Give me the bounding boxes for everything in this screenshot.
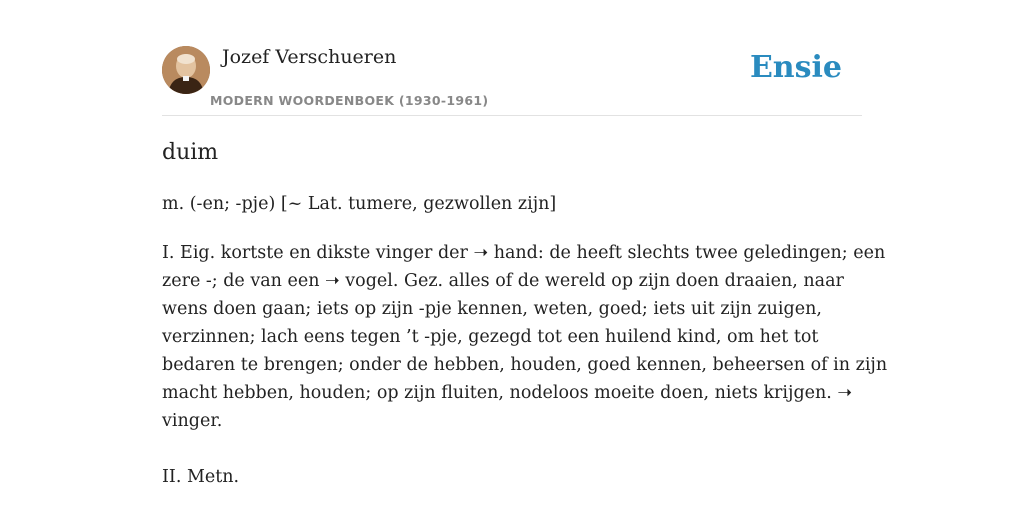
definition-line: wens doen gaan; iets op zijn -pje kennen, weten, goed; iets uit zijn zuigen, bbox=[162, 299, 822, 319]
page-header bbox=[162, 44, 862, 116]
entry-definition bbox=[162, 239, 888, 491]
entry-grammar: m. (-en; -pje) [~ Lat. tumere, gezwollen zijn] bbox=[162, 194, 557, 214]
definition-line: macht hebben, houden; op zijn fluiten, nodeloos moeite doen, niets krijgen. ➝ bbox=[162, 383, 853, 403]
entry-headword: duim bbox=[162, 140, 219, 165]
portrait-image bbox=[162, 46, 210, 94]
definition-section-2: II. Metn. bbox=[162, 467, 240, 487]
brand-logo[interactable]: Ensie bbox=[749, 50, 842, 85]
source-dictionary[interactable]: MODERN WOORDENBOEK (1930-1961) bbox=[210, 93, 489, 108]
definition-line: bedaren te brengen; onder de hebben, houden, goed kennen, beheersen of in zijn bbox=[162, 355, 888, 375]
author-name[interactable]: Jozef Verschueren bbox=[222, 46, 397, 68]
definition-line: vinger. bbox=[162, 411, 223, 431]
author-avatar[interactable] bbox=[162, 46, 210, 94]
definition-line: verzinnen; lach eens tegen ’t -pje, gezegd tot een huilend kind, om het tot bbox=[162, 327, 819, 347]
definition-line: I. Eig. kortste en dikste vinger der ➝ hand: de heeft slechts twee geledingen; een bbox=[162, 243, 886, 263]
paragraph-gap bbox=[162, 435, 862, 463]
header-divider bbox=[162, 115, 862, 116]
definition-line: zere -; de van een ➝ vogel. Gez. alles of de wereld op zijn doen draaien, naar bbox=[162, 271, 844, 291]
